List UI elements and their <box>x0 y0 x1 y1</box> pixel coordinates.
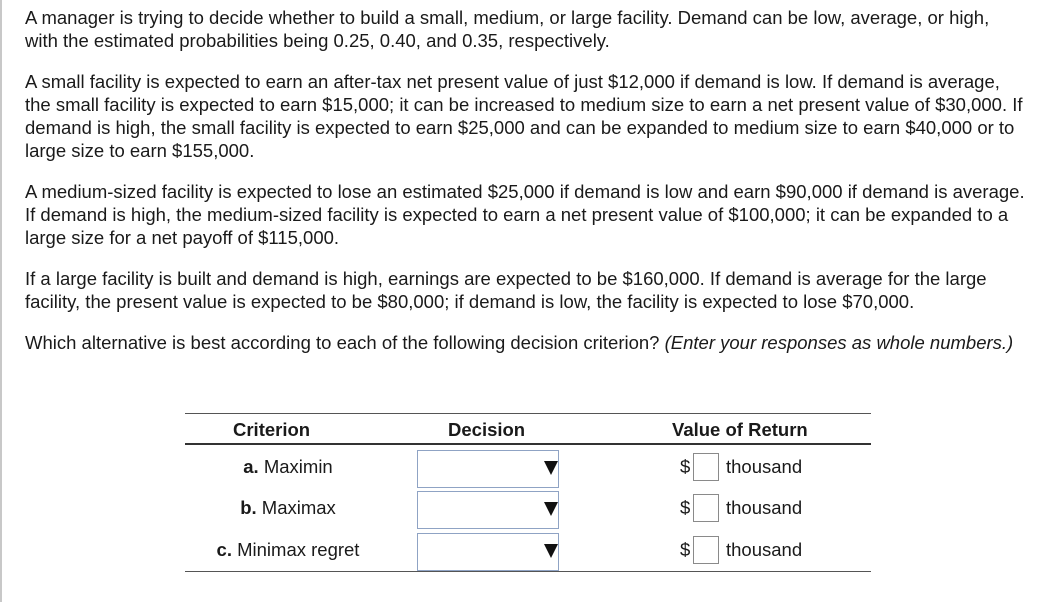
value-input-minimax-regret[interactable] <box>693 536 719 564</box>
currency-symbol: $ <box>680 456 691 477</box>
header-decision: Decision <box>448 419 526 440</box>
problem-text <box>25 6 1025 371</box>
instruction-text: (Enter your responses as whole numbers.) <box>664 332 1014 353</box>
question-paragraph <box>25 331 1025 354</box>
criterion-name: Minimax regret <box>237 539 360 560</box>
intro-paragraph: A manager is trying to decide whether to build a small, medium, or large facility. Demand can be low, average, or high, with the estimated probabilities being 0.25, 0.40, and 0.35, respectively. <box>25 7 990 51</box>
question-text: Which alternative is best according to each of the following decision criterion? <box>25 332 660 353</box>
table-row-maximin <box>185 449 871 489</box>
criterion-label <box>199 538 377 561</box>
criterion-letter: b. <box>240 497 257 518</box>
large-facility-paragraph: If a large facility is built and demand is high, earnings are expected to be $160,000. If demand is average for the large facility, the present value is expected to be $80,000; if demand is low, the facility is expected to lose $70,000. <box>25 268 987 312</box>
currency-symbol: $ <box>680 539 691 560</box>
medium-facility-paragraph: A medium-sized facility is expected to lose an estimated $25,000 if demand is low and earn $90,000 if demand is average. If demand is high, the medium-sized facility is expected to earn a net present value of $100,000; it can be expanded to a large size for a net payoff of $115,000. <box>25 181 1025 248</box>
criterion-label <box>199 455 377 478</box>
small-facility-paragraph: A small facility is expected to earn an after-tax net present value of just $12,000 if demand is low. If demand is average, the small facility is expected to earn $15,000; it can be increased to medium size to earn a net present value of $30,000. If demand is high, the small facility is expected to earn $25,000 and can be expanded to medium size to earn $40,000 or to large size to earn $155,000. <box>25 71 1023 161</box>
value-input-maximax[interactable] <box>693 494 719 522</box>
criterion-label <box>199 496 377 519</box>
unit-label: thousand <box>726 456 803 477</box>
criterion-name: Maximin <box>263 456 333 477</box>
decision-select-minimax-regret[interactable] <box>417 533 559 571</box>
table-header-rule <box>185 443 871 445</box>
unit-label: thousand <box>726 539 803 560</box>
dropdown-arrow-icon[interactable] <box>544 502 558 516</box>
header-value-of-return: Value of Return <box>672 419 808 440</box>
unit-label: thousand <box>726 497 803 518</box>
criterion-letter: a. <box>243 456 259 477</box>
value-input-maximin[interactable] <box>693 453 719 481</box>
dropdown-arrow-icon[interactable] <box>544 544 558 558</box>
decision-select-maximax[interactable] <box>417 491 559 529</box>
table-row-minimax-regret <box>185 532 871 572</box>
criterion-letter: c. <box>216 539 232 560</box>
table-row-maximax <box>185 490 871 530</box>
criterion-name: Maximax <box>261 497 336 518</box>
currency-symbol: $ <box>680 497 691 518</box>
left-border <box>0 0 2 602</box>
table-top-rule <box>185 413 871 414</box>
decision-select-maximin[interactable] <box>417 450 559 488</box>
table-bottom-rule <box>185 571 871 572</box>
dropdown-arrow-icon[interactable] <box>544 461 558 475</box>
header-criterion: Criterion <box>233 419 311 440</box>
